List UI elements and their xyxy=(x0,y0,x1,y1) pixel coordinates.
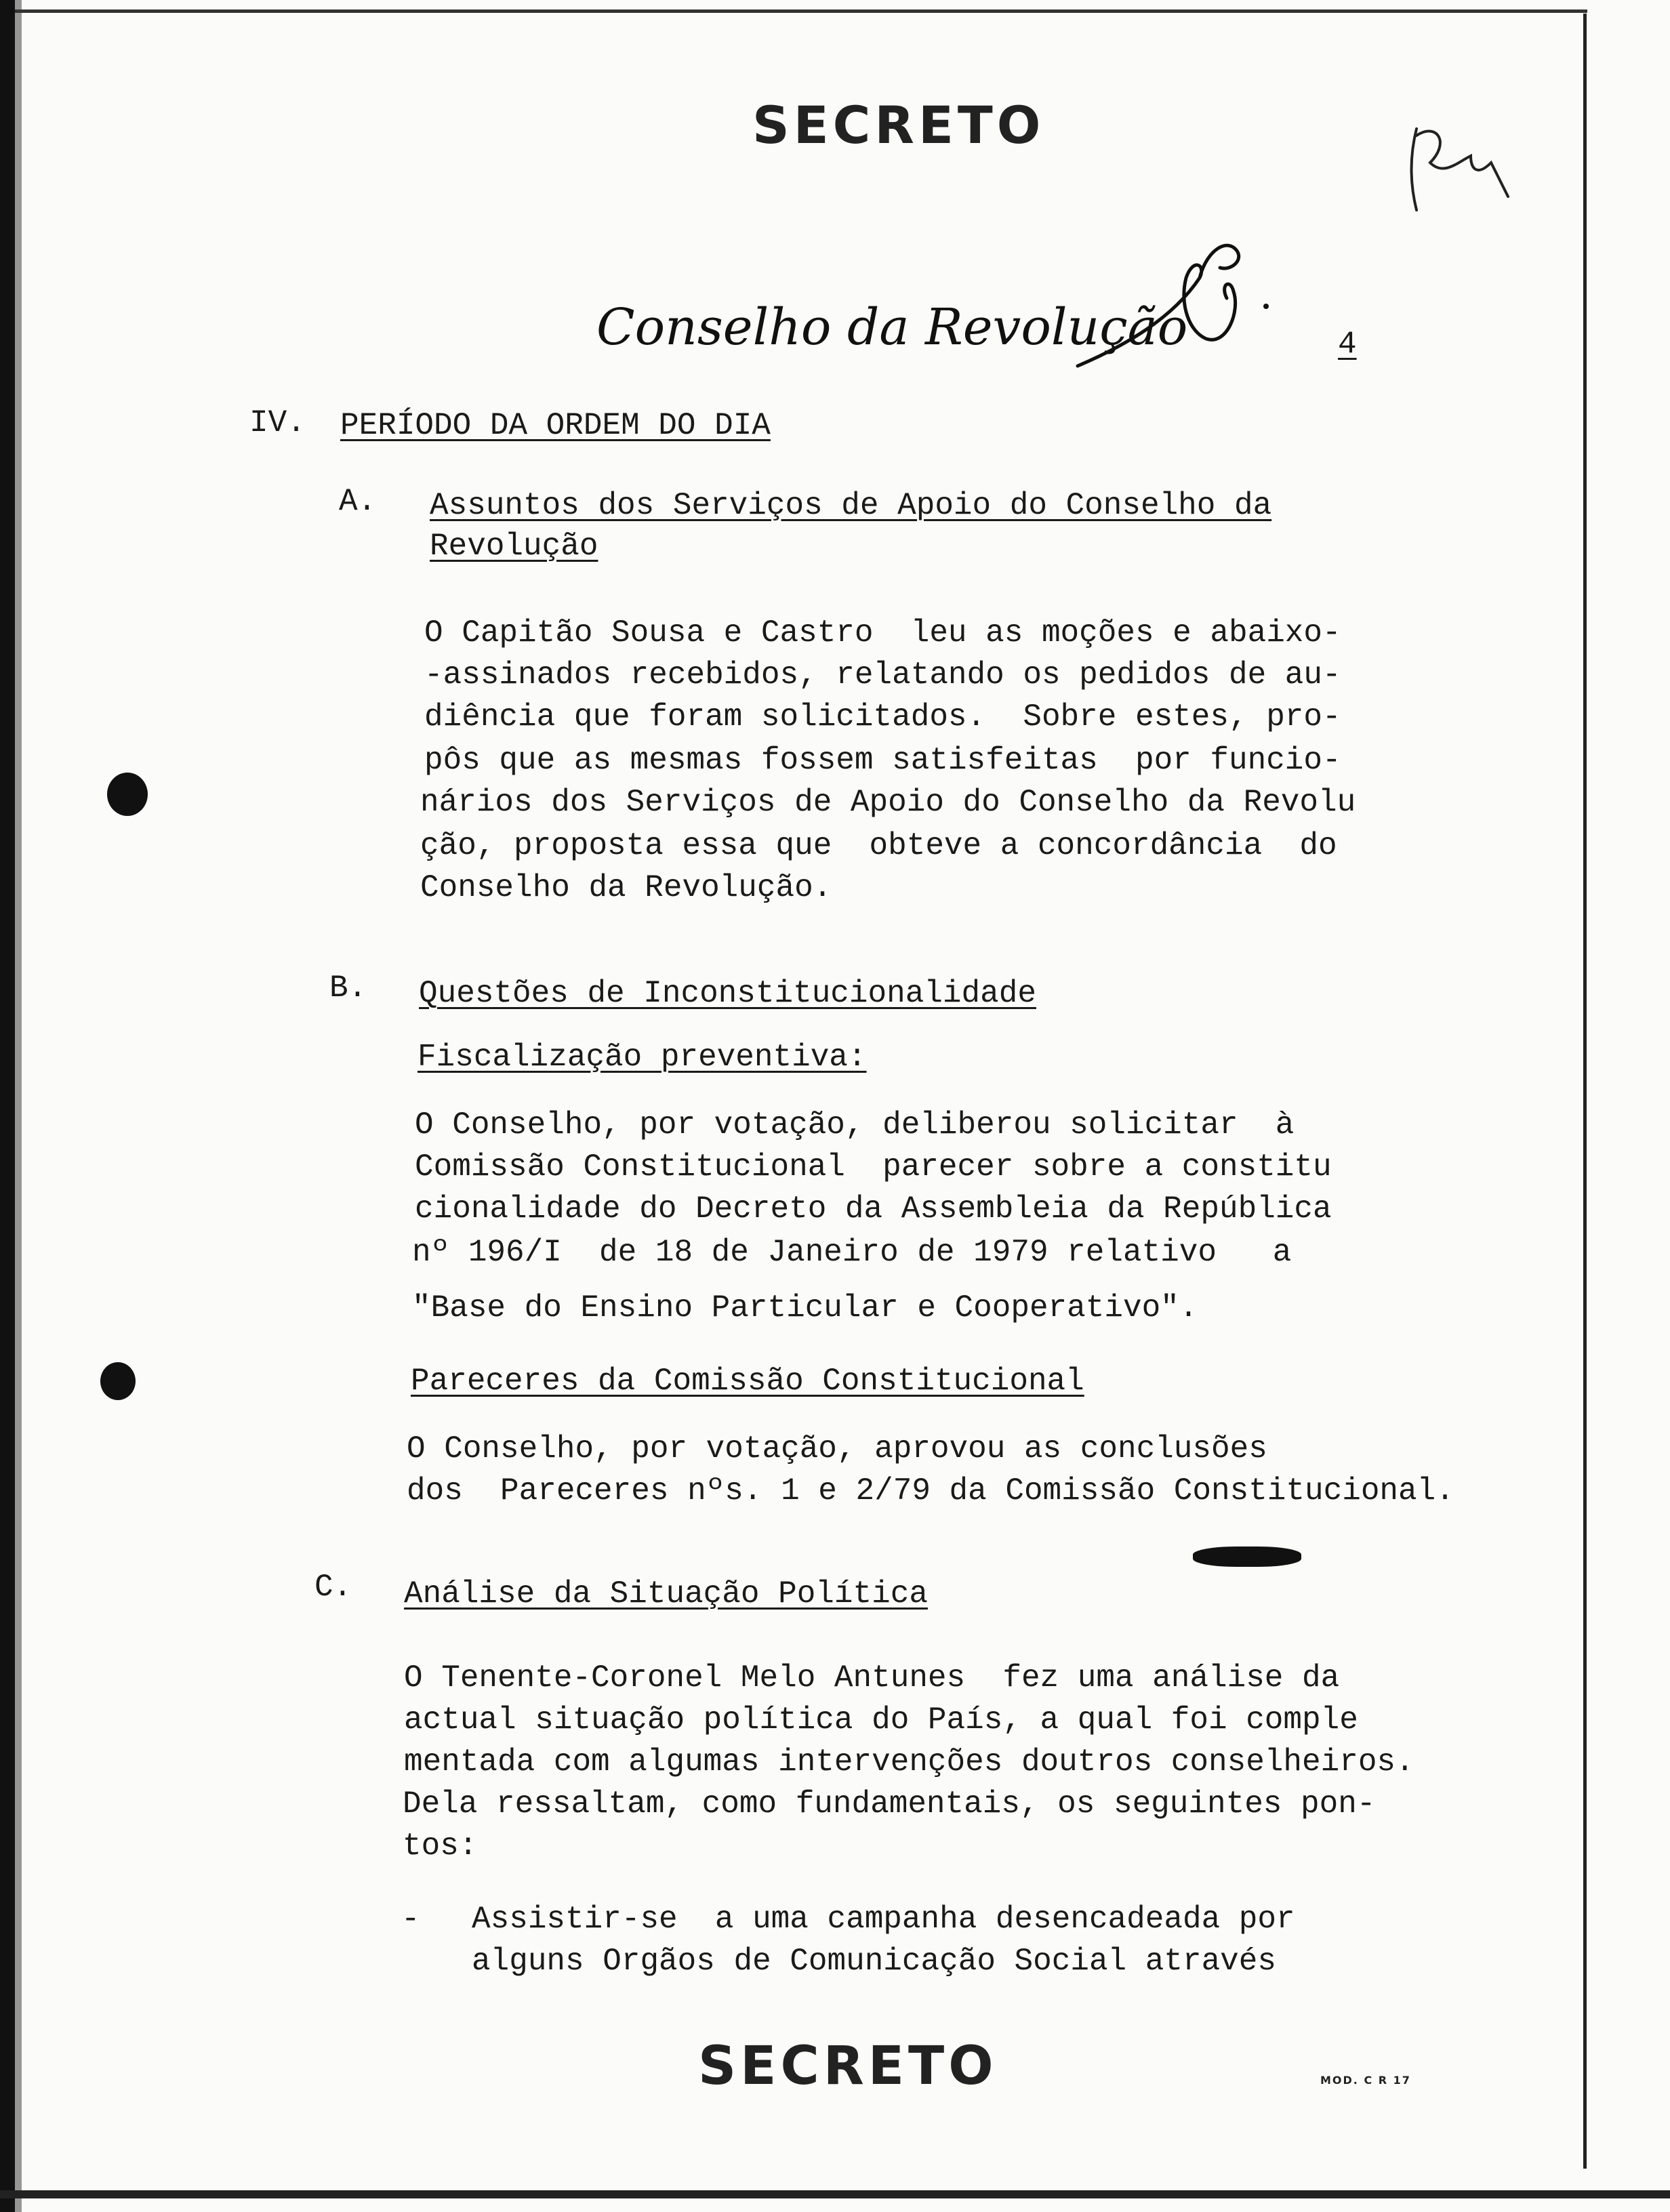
scan-edge-top xyxy=(15,9,1587,13)
page-number: 4 xyxy=(1338,327,1357,362)
item-a-title: Revolução xyxy=(430,529,598,564)
text-line: diência que foram solicitados. Sobre estes, pro- xyxy=(424,699,1341,735)
text-line: Assistir-se a uma campanha desencadeada por xyxy=(472,1902,1295,1937)
text-line: "Base do Ensino Particular e Cooperativo". xyxy=(412,1290,1198,1326)
text-line: mentada com algumas intervenções doutros conselheiros. xyxy=(404,1744,1414,1780)
text-line: pôs que as mesmas fossem satisfeitas por funcio- xyxy=(424,743,1341,778)
item-b-subheading: Pareceres da Comissão Constitucional xyxy=(411,1364,1084,1399)
text-line: ção, proposta essa que obteve a concordância do xyxy=(420,828,1337,863)
text-line: Conselho da Revolução. xyxy=(420,870,832,905)
secret-stamp-top: SECRETO xyxy=(752,95,1045,155)
scan-edge-left xyxy=(0,0,15,2212)
item-a-letter: A. xyxy=(339,484,377,519)
section-number: IV. xyxy=(249,405,306,441)
item-c-title: Análise da Situação Política xyxy=(404,1576,928,1612)
text-line: -assinados recebidos, relatando os pedidos de au- xyxy=(424,657,1341,693)
handwritten-initials xyxy=(1396,115,1511,230)
item-b-title: Questões de Inconstitucionalidade xyxy=(419,976,1036,1011)
scan-edge-shadow xyxy=(15,0,22,2212)
text-line: O Conselho, por votação, aprovou as conclusões xyxy=(407,1431,1267,1467)
text-line: nários dos Serviços de Apoio do Conselho da Revolu xyxy=(420,785,1356,820)
punch-hole-mark xyxy=(100,1362,136,1400)
text-line: alguns Orgãos de Comunicação Social através xyxy=(472,1944,1276,1979)
institution-header: Conselho da Revolução xyxy=(596,298,1188,356)
form-code: MOD. C R 17 xyxy=(1320,2074,1411,2087)
ink-blot xyxy=(1193,1547,1301,1567)
handwritten-signature xyxy=(1071,230,1288,380)
text-line: Dela ressaltam, como fundamentais, os seguintes pon- xyxy=(403,1786,1376,1822)
item-c-letter: C. xyxy=(314,1570,352,1605)
section-title: PERÍODO DA ORDEM DO DIA xyxy=(340,408,771,443)
item-a-title: Assuntos dos Serviços de Apoio do Conselho da xyxy=(430,488,1272,523)
text-line: actual situação política do País, a qual foi comple xyxy=(404,1702,1358,1738)
bullet-marker: - xyxy=(401,1902,420,1937)
secret-stamp-bottom: SECRETO xyxy=(698,2036,998,2097)
item-b-subheading: Fiscalização preventiva: xyxy=(418,1040,867,1075)
text-line: Comissão Constitucional parecer sobre a constitu xyxy=(415,1149,1332,1185)
scan-edge-bottom xyxy=(0,2190,1670,2198)
text-line: O Tenente-Coronel Melo Antunes fez uma análise da xyxy=(404,1660,1340,1696)
text-line: dos Pareceres nºs. 1 e 2/79 da Comissão Constitucional. xyxy=(407,1473,1454,1509)
text-line: cionalidade do Decreto da Assembleia da República xyxy=(415,1191,1332,1227)
text-line: O Conselho, por votação, deliberou solicitar à xyxy=(415,1107,1295,1143)
item-b-letter: B. xyxy=(329,970,367,1006)
text-line: tos: xyxy=(403,1828,478,1864)
text-line: O Capitão Sousa e Castro leu as moções e abaixo- xyxy=(424,615,1341,651)
scan-edge-right xyxy=(1583,14,1587,2169)
punch-hole-mark xyxy=(107,773,148,816)
text-line: nº 196/I de 18 de Janeiro de 1979 relativo a xyxy=(412,1235,1292,1270)
